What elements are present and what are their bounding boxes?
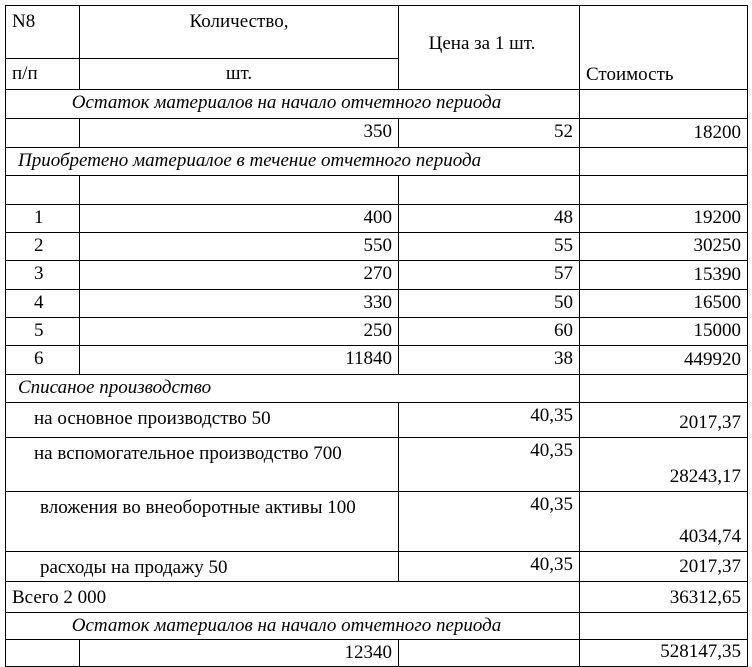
purchased-title: Приобретено материалое в течение отчетного периода	[6, 148, 580, 176]
opening-price: 52	[399, 119, 580, 148]
write-off-label: на вспомогательное производство 700	[6, 438, 399, 492]
row-quantity: 11840	[80, 346, 399, 375]
row-quantity: 250	[80, 318, 399, 346]
empty-cell	[580, 148, 748, 176]
header-price-label: Цена за 1 шт.	[399, 6, 580, 90]
closing-title-row	[6, 613, 748, 640]
write-off-price: 40,35	[399, 403, 580, 438]
write-off-label: расходы на продажу 50	[6, 552, 399, 582]
write-off-cost: 4034,74	[580, 492, 748, 552]
header-row-top	[6, 6, 748, 59]
table-row	[6, 552, 748, 582]
write-off-cost: 2017,37	[580, 552, 748, 582]
row-number: 4	[6, 290, 80, 318]
table-row	[6, 346, 748, 375]
row-number: 2	[6, 233, 80, 261]
table-row	[6, 205, 748, 233]
header-number-label: N8	[6, 6, 80, 59]
empty-cell	[6, 640, 80, 667]
table-row	[6, 290, 748, 318]
empty-cell	[80, 176, 399, 205]
write-off-cost: 2017,37	[580, 403, 748, 438]
row-cost: 15390	[580, 261, 748, 290]
row-price: 57	[399, 261, 580, 290]
row-cost: 30250	[580, 233, 748, 261]
opening-quantity: 350	[80, 119, 399, 148]
row-cost: 15000	[580, 318, 748, 346]
row-cost: 449920	[580, 346, 748, 375]
empty-cell	[399, 640, 580, 667]
empty-cell	[6, 176, 80, 205]
empty-cell	[6, 119, 80, 148]
row-quantity: 550	[80, 233, 399, 261]
total-label: Всего 2 000	[6, 582, 580, 613]
table-row	[6, 233, 748, 261]
write-off-price: 40,35	[399, 492, 580, 552]
purchased-title-row	[6, 148, 748, 176]
row-cost: 16500	[580, 290, 748, 318]
empty-cell	[399, 176, 580, 205]
total-cost: 36312,65	[580, 582, 748, 613]
table-row	[6, 318, 748, 346]
row-price: 55	[399, 233, 580, 261]
table-row	[6, 438, 748, 492]
total-row	[6, 582, 748, 613]
row-number: 5	[6, 318, 80, 346]
closing-values-row	[6, 640, 748, 667]
write-off-price: 40,35	[399, 552, 580, 582]
header-quantity-label: Количество,	[80, 6, 399, 59]
table-row	[6, 403, 748, 438]
row-price: 50	[399, 290, 580, 318]
empty-cell	[580, 375, 748, 403]
empty-cell	[580, 613, 748, 640]
row-price: 48	[399, 205, 580, 233]
opening-title: Остаток материалов на начало отчетного периода	[6, 90, 580, 119]
table-row	[6, 492, 748, 552]
opening-values-row	[6, 119, 748, 148]
row-quantity: 400	[80, 205, 399, 233]
header-row-number-label: п/п	[6, 59, 80, 90]
materials-table	[5, 5, 748, 667]
write-off-label: вложения во внеоборотные активы 100	[6, 492, 399, 552]
written-off-title-row	[6, 375, 748, 403]
closing-title: Остаток материалов на начало отчетного периода	[6, 613, 580, 640]
write-off-price: 40,35	[399, 438, 580, 492]
row-number: 6	[6, 346, 80, 375]
purchased-spacer-row	[6, 176, 748, 205]
table-row	[6, 261, 748, 290]
closing-quantity: 12340	[80, 640, 399, 667]
closing-cost: 528147,35	[580, 640, 748, 667]
row-cost: 19200	[580, 205, 748, 233]
empty-cell	[580, 90, 748, 119]
row-quantity: 330	[80, 290, 399, 318]
write-off-label: на основное производство 50	[6, 403, 399, 438]
row-number: 3	[6, 261, 80, 290]
row-quantity: 270	[80, 261, 399, 290]
opening-title-row	[6, 90, 748, 119]
write-off-cost: 28243,17	[580, 438, 748, 492]
opening-cost: 18200	[580, 119, 748, 148]
header-quantity-unit: шт.	[80, 59, 399, 90]
row-number: 1	[6, 205, 80, 233]
row-price: 38	[399, 346, 580, 375]
written-off-title: Списаное производство	[6, 375, 580, 403]
row-price: 60	[399, 318, 580, 346]
header-cost-label: Стоимость	[580, 6, 748, 90]
empty-cell	[580, 176, 748, 205]
